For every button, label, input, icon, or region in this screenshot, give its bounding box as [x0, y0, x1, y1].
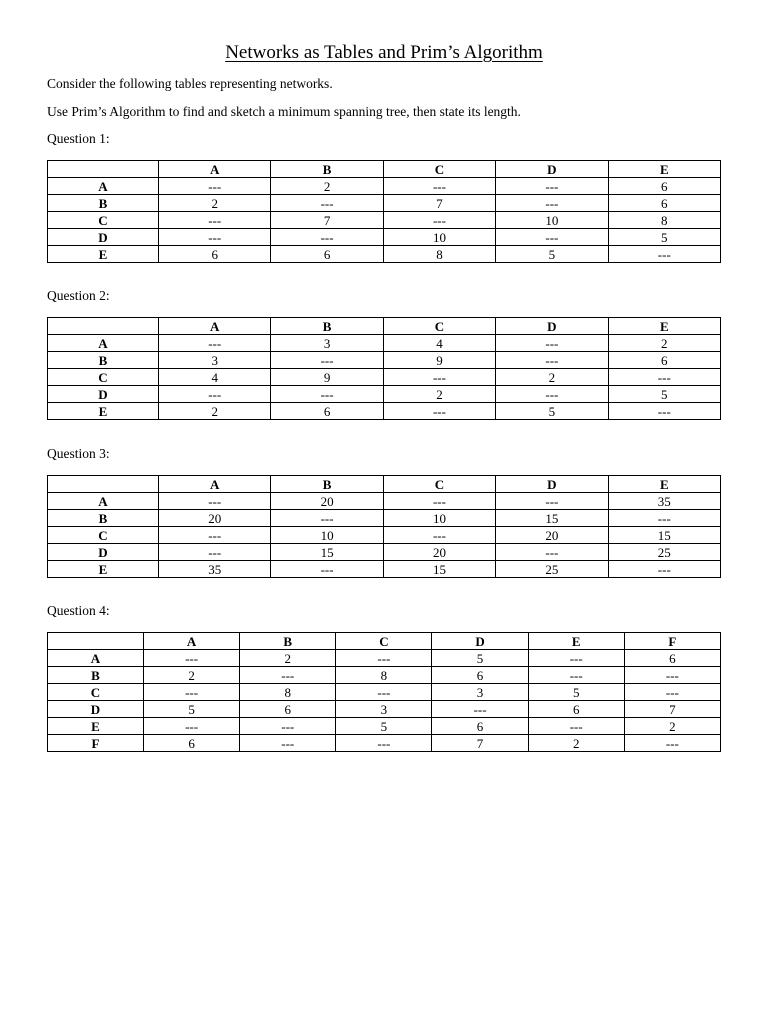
weight-cell: ---: [383, 527, 495, 544]
table-row: [48, 229, 721, 246]
table-row: [48, 684, 721, 701]
column-header: E: [608, 476, 720, 493]
weight-cell: 8: [336, 667, 432, 684]
weight-cell: 2: [383, 386, 495, 403]
weight-cell: 6: [528, 701, 624, 718]
weight-cell: ---: [144, 718, 240, 735]
row-header: A: [48, 650, 144, 667]
weight-cell: 2: [240, 650, 336, 667]
weight-cell: 35: [159, 561, 271, 578]
weight-cell: 20: [159, 510, 271, 527]
question-3-label: Question 3:: [47, 446, 110, 461]
corner-cell: [48, 318, 159, 335]
column-header: A: [144, 633, 240, 650]
weight-cell: 9: [383, 352, 495, 369]
weight-cell: 7: [271, 212, 383, 229]
weight-cell: ---: [336, 735, 432, 752]
weight-cell: 3: [432, 684, 528, 701]
weight-cell: ---: [383, 403, 495, 420]
weight-cell: ---: [271, 352, 383, 369]
weight-cell: 9: [271, 369, 383, 386]
weight-cell: 7: [432, 735, 528, 752]
table-row: [48, 493, 721, 510]
table-row: [48, 735, 721, 752]
table-row: [48, 650, 721, 667]
weight-cell: 2: [159, 195, 271, 212]
weight-cell: 5: [432, 650, 528, 667]
weight-cell: ---: [496, 493, 608, 510]
weight-cell: ---: [159, 178, 271, 195]
table-row: [48, 352, 721, 369]
question-1-table: [47, 160, 721, 263]
question-2-table: [47, 317, 721, 420]
row-header: D: [48, 701, 144, 718]
weight-cell: 8: [383, 246, 495, 263]
weight-cell: 5: [496, 403, 608, 420]
weight-cell: ---: [608, 510, 720, 527]
weight-cell: 20: [383, 544, 495, 561]
weight-cell: 8: [240, 684, 336, 701]
weight-cell: ---: [608, 403, 720, 420]
weight-cell: ---: [336, 650, 432, 667]
weight-cell: 10: [383, 510, 495, 527]
column-header: E: [528, 633, 624, 650]
weight-cell: 6: [144, 735, 240, 752]
column-header: B: [271, 161, 383, 178]
weight-cell: 20: [496, 527, 608, 544]
weight-cell: ---: [528, 718, 624, 735]
row-header: B: [48, 667, 144, 684]
weight-cell: 6: [159, 246, 271, 263]
table-row: [48, 369, 721, 386]
weight-cell: ---: [496, 386, 608, 403]
weight-cell: ---: [159, 335, 271, 352]
row-header: A: [48, 493, 159, 510]
weight-cell: ---: [624, 684, 720, 701]
weight-cell: ---: [624, 735, 720, 752]
weight-cell: ---: [383, 493, 495, 510]
table-row: [48, 335, 721, 352]
column-header: A: [159, 476, 271, 493]
row-header: C: [48, 212, 159, 229]
question-4-label: Question 4:: [47, 603, 110, 618]
weight-cell: 6: [608, 178, 720, 195]
weight-cell: ---: [608, 246, 720, 263]
question-2-label: Question 2:: [47, 288, 110, 303]
corner-cell: [48, 633, 144, 650]
weight-cell: 6: [624, 650, 720, 667]
column-header: B: [240, 633, 336, 650]
weight-cell: 6: [271, 403, 383, 420]
table-row: [48, 178, 721, 195]
weight-cell: 2: [496, 369, 608, 386]
weight-cell: 6: [240, 701, 336, 718]
weight-cell: 5: [336, 718, 432, 735]
weight-cell: 15: [383, 561, 495, 578]
weight-cell: ---: [159, 229, 271, 246]
weight-cell: ---: [432, 701, 528, 718]
row-header: E: [48, 246, 159, 263]
weight-cell: 15: [608, 527, 720, 544]
weight-cell: 4: [159, 369, 271, 386]
intro-text-1: Consider the following tables representing networks.: [47, 76, 333, 91]
weight-cell: ---: [624, 667, 720, 684]
column-header: C: [383, 476, 495, 493]
weight-cell: ---: [336, 684, 432, 701]
row-header: D: [48, 229, 159, 246]
column-header: F: [624, 633, 720, 650]
weight-cell: ---: [383, 369, 495, 386]
weight-cell: 3: [271, 335, 383, 352]
row-header: B: [48, 195, 159, 212]
weight-cell: 3: [159, 352, 271, 369]
row-header: C: [48, 369, 159, 386]
page-title: Networks as Tables and Prim’s Algorithm: [225, 42, 543, 63]
table-row: [48, 718, 721, 735]
weight-cell: ---: [271, 229, 383, 246]
weight-cell: ---: [240, 718, 336, 735]
intro-text-2: Use Prim’s Algorithm to find and sketch a minimum spanning tree, then state its length.: [47, 104, 521, 119]
weight-cell: 3: [336, 701, 432, 718]
weight-cell: 4: [383, 335, 495, 352]
row-header: E: [48, 718, 144, 735]
table-header-row: [48, 476, 721, 493]
row-header: A: [48, 335, 159, 352]
weight-cell: ---: [271, 386, 383, 403]
weight-cell: 10: [271, 527, 383, 544]
weight-cell: 5: [144, 701, 240, 718]
column-header: A: [159, 161, 271, 178]
column-header: A: [159, 318, 271, 335]
column-header: B: [271, 476, 383, 493]
table-row: [48, 561, 721, 578]
row-header: C: [48, 684, 144, 701]
weight-cell: 6: [271, 246, 383, 263]
row-header: C: [48, 527, 159, 544]
weight-cell: ---: [159, 386, 271, 403]
table-row: [48, 246, 721, 263]
weight-cell: 6: [432, 718, 528, 735]
corner-cell: [48, 161, 159, 178]
weight-cell: ---: [159, 212, 271, 229]
weight-cell: ---: [240, 735, 336, 752]
table-row: [48, 386, 721, 403]
weight-cell: 5: [528, 684, 624, 701]
row-header: A: [48, 178, 159, 195]
weight-cell: 25: [608, 544, 720, 561]
table-row: [48, 527, 721, 544]
weight-cell: ---: [271, 510, 383, 527]
weight-cell: 25: [496, 561, 608, 578]
column-header: D: [496, 161, 608, 178]
row-header: E: [48, 403, 159, 420]
table-row: [48, 212, 721, 229]
column-header: D: [496, 476, 608, 493]
column-header: C: [383, 318, 495, 335]
row-header: D: [48, 386, 159, 403]
weight-cell: 2: [271, 178, 383, 195]
row-header: F: [48, 735, 144, 752]
corner-cell: [48, 476, 159, 493]
weight-cell: ---: [271, 561, 383, 578]
weight-cell: ---: [144, 684, 240, 701]
weight-cell: ---: [496, 178, 608, 195]
weight-cell: 10: [383, 229, 495, 246]
weight-cell: 6: [608, 195, 720, 212]
question-3-table: [47, 475, 721, 578]
weight-cell: 10: [496, 212, 608, 229]
question-4-table: [47, 632, 721, 752]
weight-cell: ---: [496, 195, 608, 212]
question-1-label: Question 1:: [47, 131, 110, 146]
weight-cell: 35: [608, 493, 720, 510]
weight-cell: 5: [496, 246, 608, 263]
table-header-row: [48, 633, 721, 650]
weight-cell: 6: [432, 667, 528, 684]
weight-cell: 8: [608, 212, 720, 229]
weight-cell: ---: [496, 335, 608, 352]
weight-cell: 7: [383, 195, 495, 212]
weight-cell: ---: [496, 229, 608, 246]
weight-cell: ---: [144, 650, 240, 667]
weight-cell: ---: [383, 212, 495, 229]
weight-cell: ---: [608, 561, 720, 578]
weight-cell: ---: [271, 195, 383, 212]
weight-cell: ---: [528, 650, 624, 667]
weight-cell: 2: [144, 667, 240, 684]
row-header: B: [48, 510, 159, 527]
row-header: B: [48, 352, 159, 369]
table-row: [48, 403, 721, 420]
weight-cell: 2: [528, 735, 624, 752]
weight-cell: 2: [608, 335, 720, 352]
table-header-row: [48, 161, 721, 178]
table-row: [48, 195, 721, 212]
column-header: D: [496, 318, 608, 335]
table-row: [48, 701, 721, 718]
weight-cell: 7: [624, 701, 720, 718]
weight-cell: ---: [159, 493, 271, 510]
weight-cell: 15: [271, 544, 383, 561]
column-header: B: [271, 318, 383, 335]
column-header: C: [336, 633, 432, 650]
weight-cell: 2: [624, 718, 720, 735]
table-row: [48, 544, 721, 561]
weight-cell: ---: [383, 178, 495, 195]
weight-cell: 2: [159, 403, 271, 420]
weight-cell: 20: [271, 493, 383, 510]
weight-cell: 6: [608, 352, 720, 369]
weight-cell: ---: [496, 352, 608, 369]
table-header-row: [48, 318, 721, 335]
weight-cell: 15: [496, 510, 608, 527]
row-header: E: [48, 561, 159, 578]
column-header: E: [608, 161, 720, 178]
column-header: C: [383, 161, 495, 178]
weight-cell: ---: [528, 667, 624, 684]
weight-cell: ---: [240, 667, 336, 684]
weight-cell: ---: [159, 544, 271, 561]
table-row: [48, 510, 721, 527]
column-header: E: [608, 318, 720, 335]
weight-cell: 5: [608, 386, 720, 403]
row-header: D: [48, 544, 159, 561]
weight-cell: 5: [608, 229, 720, 246]
weight-cell: ---: [608, 369, 720, 386]
weight-cell: ---: [496, 544, 608, 561]
table-row: [48, 667, 721, 684]
column-header: D: [432, 633, 528, 650]
weight-cell: ---: [159, 527, 271, 544]
